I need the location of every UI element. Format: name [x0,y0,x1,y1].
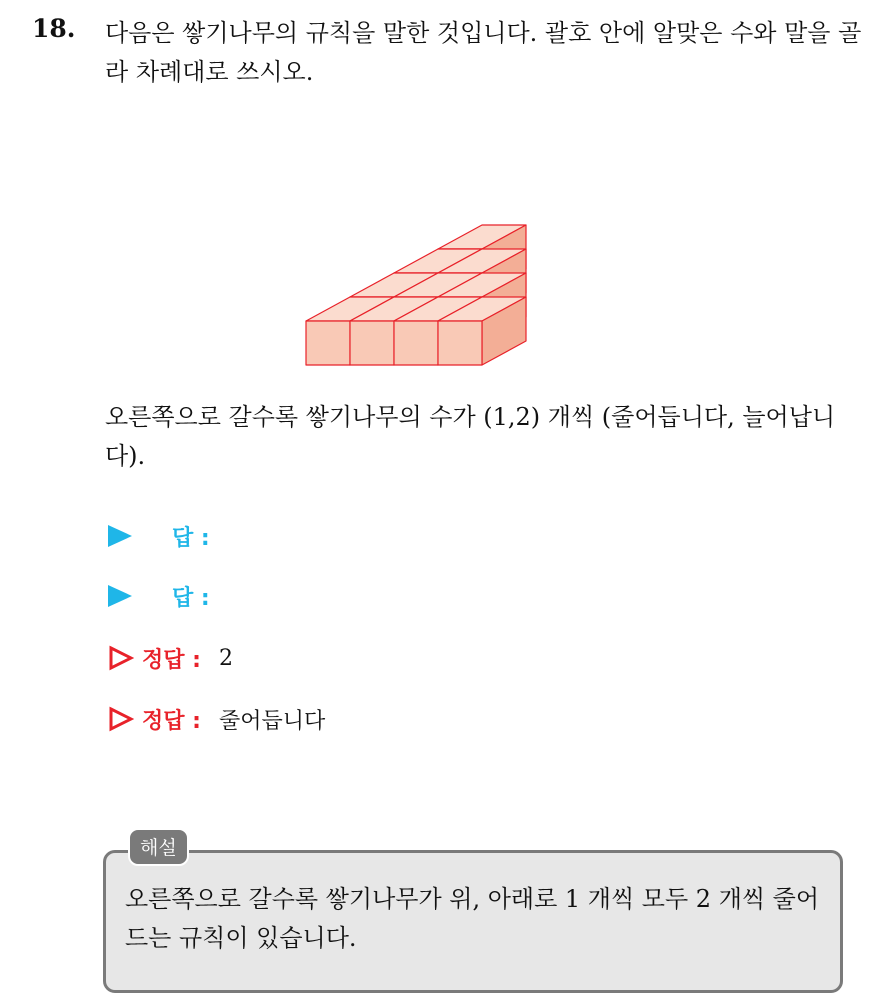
answer-row-2 [108,580,210,612]
cube-stack-drawing [300,110,665,375]
outline-triangle-icon [108,706,134,732]
question-text: 다음은 쌓기나무의 규칙을 말한 것입니다. 괄호 안에 알맞은 수와 말을 골라 차례대로 쓰시오. [105,19,862,86]
stacked-cubes-figure [300,110,665,375]
question-number: 18. [32,14,76,43]
cube-front-face [350,321,394,365]
play-triangle-icon [108,585,132,607]
cube-front-face [438,321,482,365]
answer-label: 답 : [172,585,210,611]
cube-front-face [306,321,350,365]
correct-answer-value: 줄어듭니다 [218,708,326,734]
correct-answer-label: 정답 : [142,708,201,734]
correct-answer-value: 2 [218,645,233,671]
correct-answer-row-2 [108,703,325,735]
cube-front-face [394,321,438,365]
rule-statement: 오른쪽으로 갈수록 쌓기나무의 수가 (1,2) 개씩 (줄어듭니다, 늘어납니다). [105,403,836,470]
answer-label: 답 : [172,525,210,551]
explanation-tag: 해설 [128,828,189,866]
answer-row-1 [108,520,210,552]
play-triangle-icon [108,525,132,547]
correct-answer-row-1 [108,642,233,674]
explanation-text: 오른쪽으로 갈수록 쌓기나무가 위, 아래로 1 개씩 모두 2 개씩 줄어드는 규칙이 있습니다. [125,885,820,952]
correct-answer-label: 정답 : [142,647,201,673]
outline-triangle-icon [108,645,134,671]
